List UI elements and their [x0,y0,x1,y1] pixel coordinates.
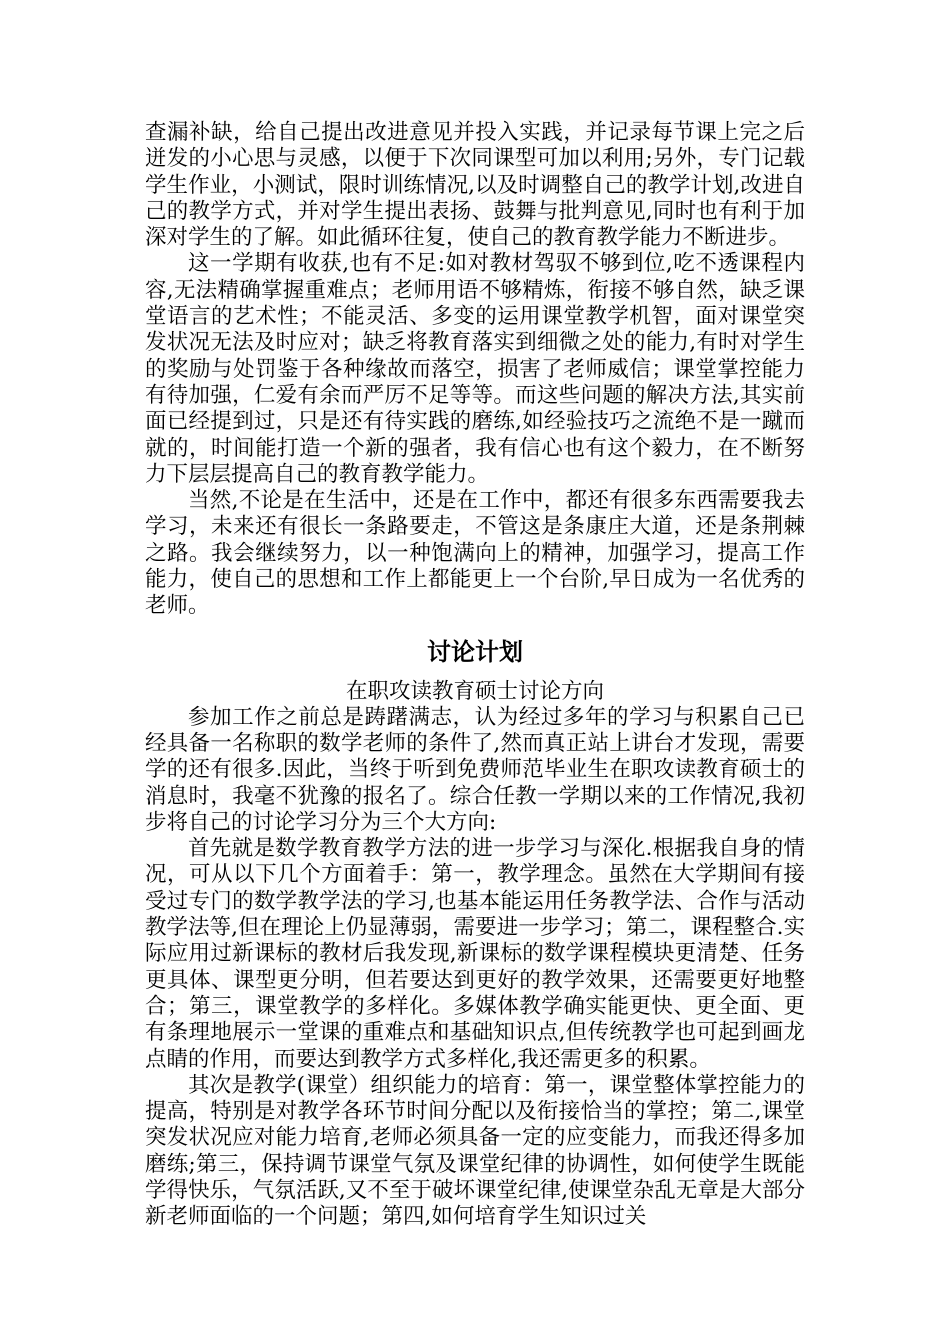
section-title: 讨论计划 [427,637,523,666]
paragraph-direction-one: 首先就是数学教育教学方法的进一步学习与深化.根据我自身的情况，可从以下几个方面着手：第一，教学理念。虽然在大学期间有接受过专门的数学教学法的学习,也基本能运用任务教学法、合作与活动教学法等,但在理论上仍显薄弱，需要进一步学习；第二，课程整合.实际应用过新课标的教材后我发现,新课标的数学课程模块更清楚、任务更具体、课型更分明，但若要达到更好的教学效果，还需要更好地整合；第三，课堂教学的多样化。多媒体教学确实能更快、更全面、更有条理地展示一堂课的重难点和基础知识点,但传统教学也可起到画龙点睛的作用，而要达到教学方式多样化,我还需更多的积累。 [145,836,805,1072]
document-page [145,120,805,1231]
paragraph-shortcomings: 这一学期有收获,也有不足:如对教材驾驭不够到位,吃不透课程内容,无法精确掌握重难点；老师用语不够精炼，衔接不够自然，缺乏课堂语言的艺术性；不能灵活、多变的运用课堂教学机智，面对课堂突发状况无法及时应对；缺乏将教育落实到细微之处的能力,有时对学生的奖励与处罚鉴于各种缘故而落空，损害了老师威信；课堂掌控能力有待加强，仁爱有余而严厉不足等等。而这些问题的解决方法,其实前面已经提到过，只是还有待实践的磨练,如经验技巧之流绝不是一蹴而就的，时间能打造一个新的强者，我有信心也有这个毅力，在不断努力下层层提高自己的教育教学能力。 [145,251,805,487]
paragraph-intro: 参加工作之前总是踌躇满志，认为经过多年的学习与积累自己已经具备一名称职的数学老师的条件了,然而真正站上讲台才发现，需要学的还有很多.因此，当终于听到免费师范毕业生在职攻读教育硕士的消息时，我毫不犹豫的报名了。综合任教一学期以来的工作情况,我初步将自己的讨论学习分为三个大方向: [145,704,805,835]
paragraph-direction-two: 其次是教学(课堂）组织能力的培育：第一，课堂整体掌控能力的提高，特别是对教学各环节时间分配以及衔接恰当的掌控；第二,课堂突发状况应对能力培育,老师必须具备一定的应变能力，而我还得多加磨练;第三，保持调节课堂气氛及课堂纪律的协调性，如何使学生既能学得快乐，气氛活跃,又不至于破坏课堂纪律,使课堂杂乱无章是大部分新老师面临的一个问题；第四,如何培育学生知识过关 [145,1072,805,1230]
section-subtitle: 在职攻读教育硕士讨论方向 [345,678,604,704]
paragraph-continued: 查漏补缺，给自己提出改进意见并投入实践，并记录每节课上完之后迸发的小心思与灵感，以便于下次同课型可加以利用;另外，专门记载学生作业，小测试，限时训练情况,以及时调整自己的教学计划,改进自己的教学方式，并对学生提出表扬、鼓舞与批判意见,同时也有利于加深对学生的了解。如此循环往复，使自己的教育教学能力不断进步。 [145,120,805,251]
paragraph-future: 当然,不论是在生活中，还是在工作中，都还有很多东西需要我去学习，未来还有很长一条路要走，不管这是条康庄大道，还是条荆棘之路。我会继续努力，以一种饱满向上的精神，加强学习，提高工作能力，使自己的思想和工作上都能更上一个台阶,早日成为一名优秀的老师。 [145,488,805,619]
